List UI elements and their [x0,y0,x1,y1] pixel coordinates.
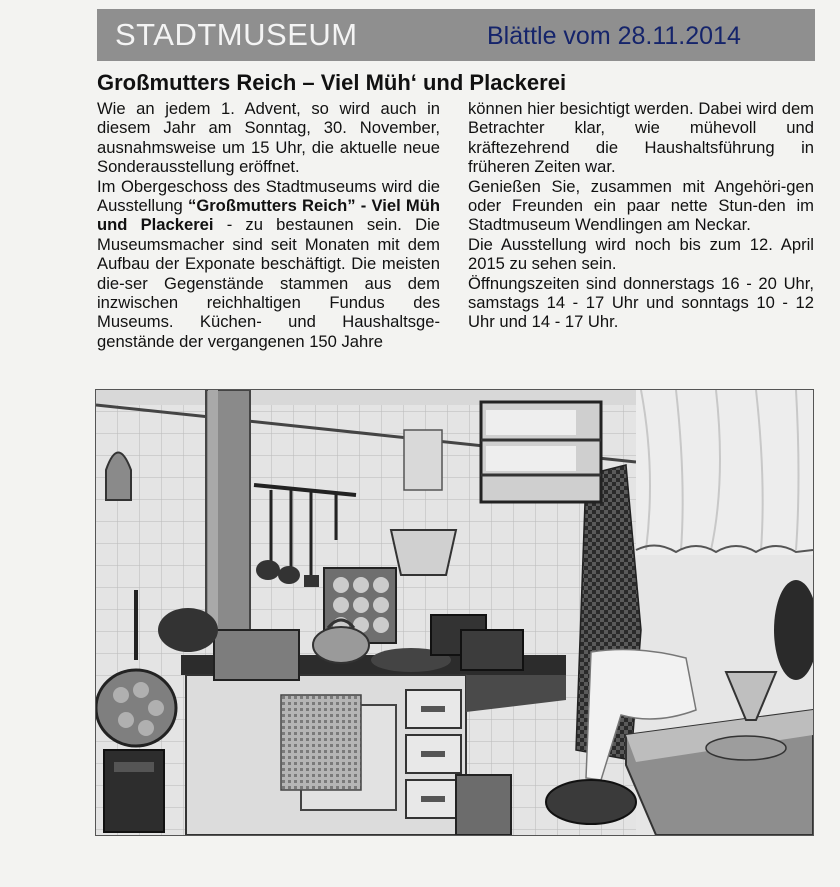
paragraph: können hier besichtigt werden. Dabei wird dem Betrachter klar, wie mühevoll und kräftezehrend die Haushaltsführung in früheren Zeiten war. [468,99,814,177]
paragraph-text: - zu bestaunen sein. Die Museumsmacher sind seit Monaten mit dem Aufbau der Exponate beschäftigt. Die meisten die-ser Gegenstände stammen aus dem inzwischen reichhaltigen Fundus des Museums. Küchen- und Haushaltsge-genstände der vergangenen 150 Jahre [97,215,440,351]
kitchen-photo-illustration [96,390,813,835]
paragraph [97,177,440,352]
paragraph-text: Im Obergeschoss des Stadtmuseums wird die Ausstellung [97,176,440,216]
section-banner [97,9,815,61]
vintage-kitchen-photo [95,389,814,836]
paragraph: Öffnungszeiten sind donnerstags 16 - 20 Uhr, samstags 14 - 17 Uhr und sonntags 10 - 12 Uhr und 14 - 17 Uhr. [468,273,814,332]
paragraph: Genießen Sie, zusammen mit Angehöri-gen oder Freunden ein paar nette Stun-den im Stadtmuseum Wendlingen am Neckar. [468,176,814,235]
article-column-left [97,99,440,351]
article-column-right [468,99,814,332]
article-headline: Großmutters Reich – Viel Müh‘ und Plackerei [97,70,567,95]
exhibition-title: “Großmutters Reich” - Viel Müh und Plackerei [97,196,440,235]
issue-date: Blättle vom 28.11.2014 [487,22,741,50]
section-title: STADTMUSEUM [115,17,358,52]
paragraph: Wie an jedem 1. Advent, so wird auch in diesem Jahr am Sonntag, 30. November, ausnahmsweise um 15 Uhr, die aktuelle neue Sonderausstellung eröffnet. [97,99,440,177]
paragraph: Die Ausstellung wird noch bis zum 12. April 2015 zu sehen sein. [468,234,814,274]
